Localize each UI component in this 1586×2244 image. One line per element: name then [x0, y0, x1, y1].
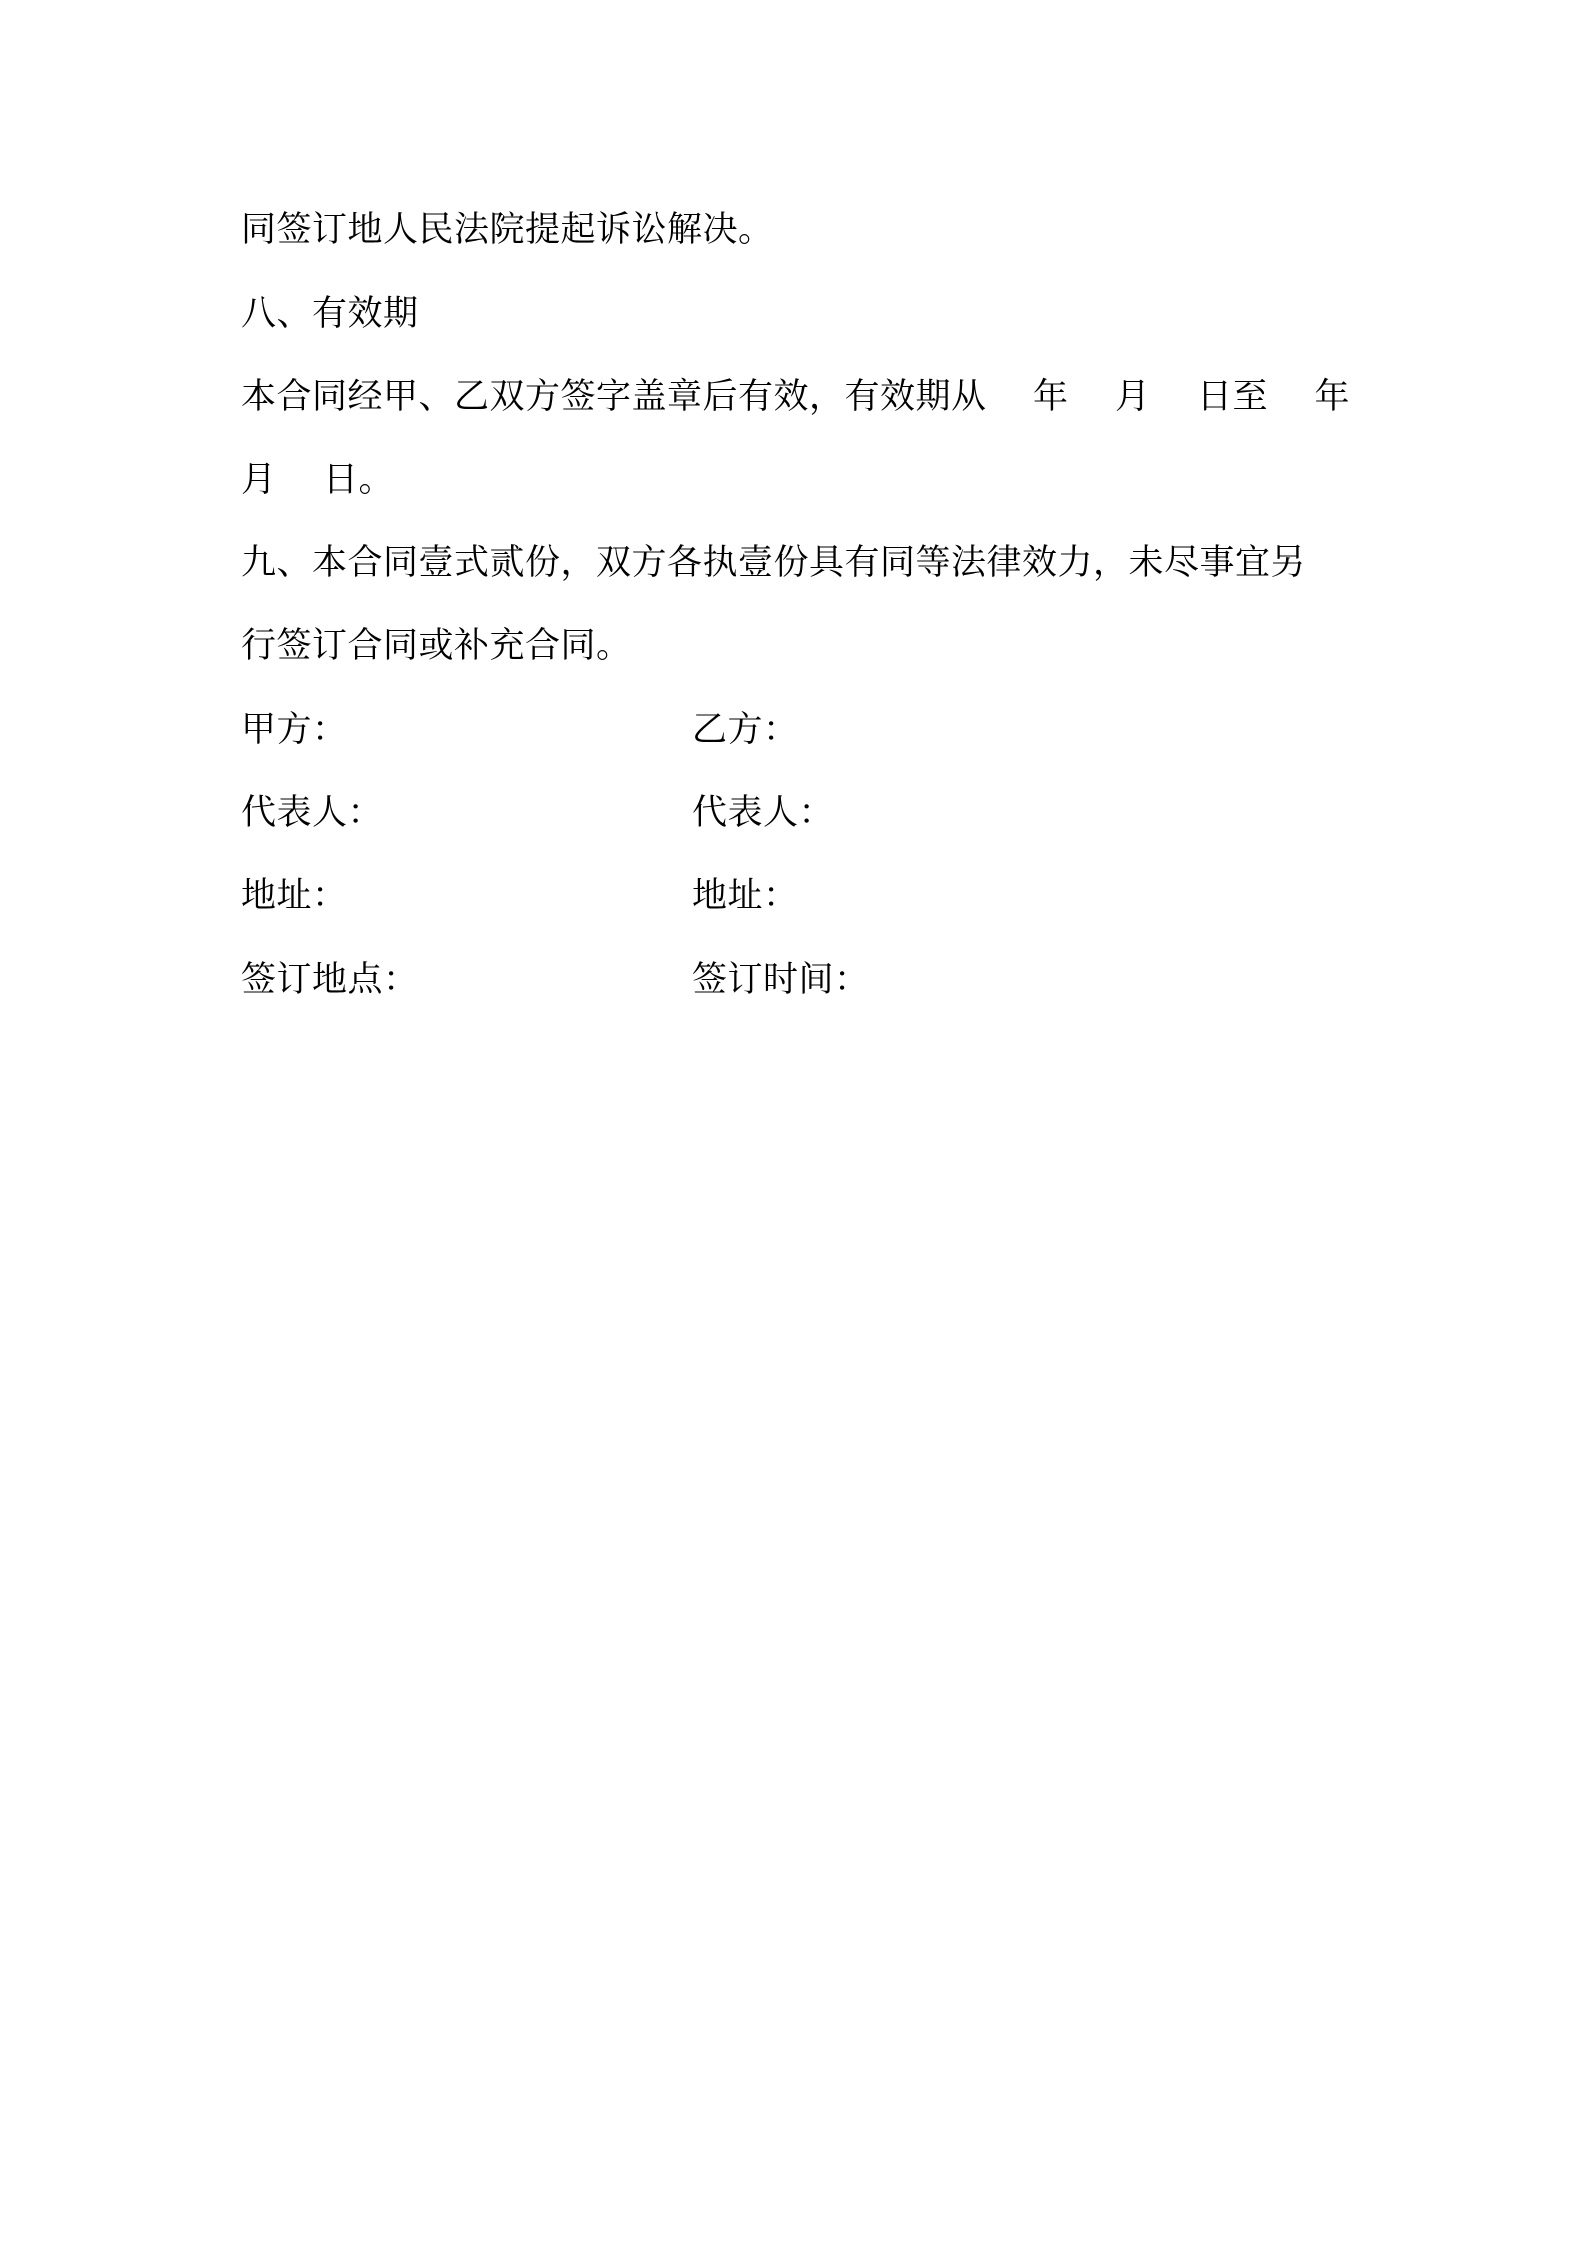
section-heading-validity: 八、有效期 — [241, 294, 419, 334]
signature-row-signing — [241, 955, 1361, 1005]
section-nine-line-2: 行签订合同或补充合同。 — [241, 626, 632, 666]
representative-b-label: 代表人： — [692, 793, 835, 833]
signature-row-representative — [241, 788, 1361, 838]
address-b-label: 地址： — [692, 876, 799, 916]
signature-row-address — [241, 871, 1361, 921]
section-nine-line-1: 九、本合同壹式贰份，双方各执壹份具有同等法律效力，未尽事宜另 — [241, 543, 1307, 583]
party-a-label: 甲方： — [241, 710, 348, 750]
validity-text-line-2: 月 日。 — [241, 460, 395, 500]
address-a-label: 地址： — [241, 876, 348, 916]
party-b-label: 乙方： — [692, 710, 799, 750]
representative-a-label: 代表人： — [241, 793, 384, 833]
clause-text-continuation: 同签订地人民法院提起诉讼解决。 — [241, 210, 774, 250]
signing-place-label: 签订地点： — [241, 960, 419, 1000]
validity-text-line-1: 本合同经甲、乙双方签字盖章后有效，有效期从 年 月 日至 年 — [241, 377, 1351, 417]
signing-time-label: 签订时间： — [692, 960, 870, 1000]
signature-row-party — [241, 705, 1361, 755]
